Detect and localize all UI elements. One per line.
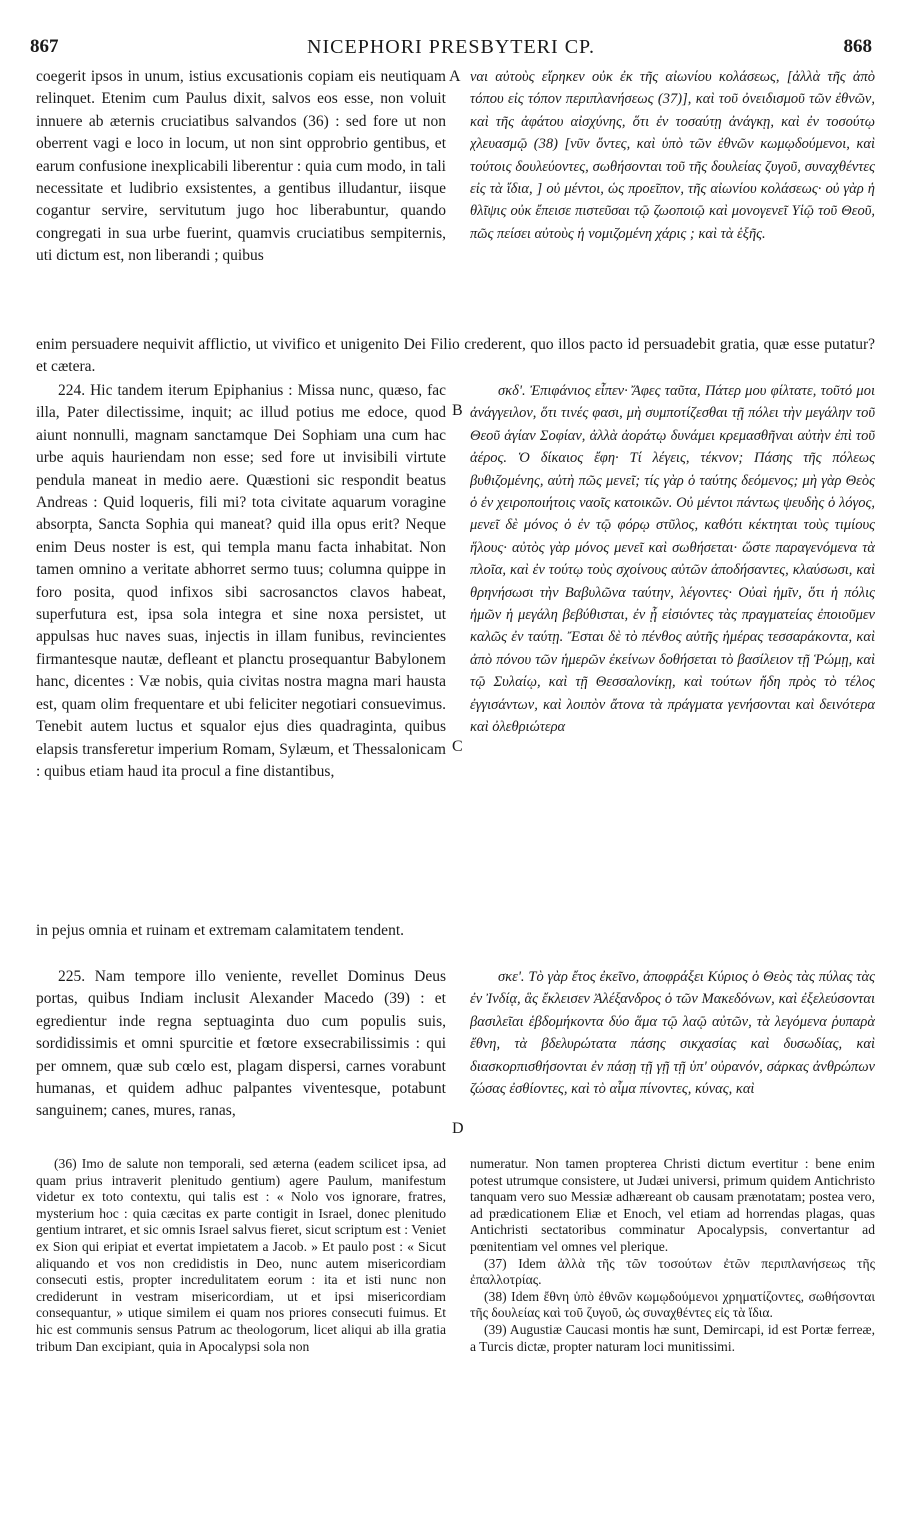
footnotes-right xyxy=(470,1156,875,1530)
running-header xyxy=(30,36,872,62)
greek-paragraph: σκδ'. Ἐπιφάνιος εἶπεν· Ἄφες ταῦτα, Πάτερ μου φίλτατε, τοῦτό μοι ἀνάγγειλον, ὅτι τινές φασι, μὴ συμποτίζεσθαι τῇ πόλει τὴν μεγάλην τοῦ Θεοῦ ἁγίαν Σοφίαν, ἀλλὰ ἀοράτῳ δυνάμει κρεμασθῆναι αὐτὴν ἐπὶ τοῦ ἀέρος. Ὁ δίκαιος ἔφη· Τί λέγεις, τέκνον; Πάσης τῆς πόλεως βυθιζομένης, αὐτὴ πῶς μενεῖ; τίς γὰρ ὁ ταύτης δεόμενος; μὴ γὰρ Θεὸς ὁ ἐν χειροποιήτοις ναοῖς κατοικῶν. Οὐ μέντοι πάντως ψευδὴς ὁ λόγος, μενεῖ δὲ μόνος ὁ ἐν τῷ φόρῳ στῦλος, καθότι κέκτηται τοὺς τιμίους ἥλους· αὐτὸς γὰρ μόνος μενεῖ καὶ σωθήσεται· ὥστε παραγενόμενα τὰ πλοῖα, καὶ ἐν τούτῳ τοὺς σχοίνους αὐτῶν ἀποδήσαντες, κλαύσωσι, καὶ θρηνήσωσι τὴν Βαβυλῶνα ταύτην, λέγοντες· Οὐαὶ ἡμῖν, ὅτι ἡ πόλις ἡμῶν ἡ μεγάλη βεβύθισται, ἐν ᾗ εἰσιόντες τὰς πραγματείας ἐποιοῦμεν καλῶς ἐν ταύτῃ. Ἔσται δὲ τὸ πένθος αὐτῆς ἡμέρας τεσσαράκοντα, καὶ ἀπὸ πόνου τῶν ἡμερῶν ἐκείνων δοθήσεται τὸ βασίλειον τῇ Ῥώμῃ, καὶ τῷ Συλαίῳ, καὶ τῇ Θεσσαλονίκῃ, καὶ τούτων ἤδη πρὸς τὸ τέλος ἐγγισάντων, καὶ λοιπὸν ἄτονα τὰ πράγματα γενήσονται καὶ δεινότερα καὶ ὀλεθριώτερα xyxy=(470,383,875,736)
footnote-36: (36) Imo de salute non temporali, sed æterna (eadem scilicet ipsa, ad quam prius intraverit plenitudo gentium) agere Paulum, manifestum videtur ex toto contextu, qui talis est : « Nolo vos ignorare, fratres, mysterium hoc : quia cæcitas ex parte contigit in Israel, donec plenitudo gentium intraret, et sic omnis Israel salvus fieret, sicut scriptum est : Veniet ex Sion qui eripiat et evertat impietatem a Jacob. » Et paulo post : « Sicut aliquando et vos non credidistis in Deo, nunc autem misericordiam consecuti estis, propter incredulitatem eorum : ita et isti nunc non crediderunt in vestram misericordiam, ut et ipsi misericordiam consequantur, » utique similem ei quam nos priores consecuti fuimus. Et hic est communis sensus Patrum ac theologorum, licet aliqui ab illa gratia tribum Dan excipiant, quia in Apocalypsi sola non xyxy=(36,1156,446,1354)
greek-paragraph: σκε'. Τὸ γὰρ ἔτος ἐκεῖνο, ἀποφράξει Κύριος ὁ Θεὸς τὰς πύλας τὰς ἐν Ἰνδίᾳ, ἃς ἔκλεισεν Ἀλέξανδρος ὁ τῶν Μακεδόνων, καὶ ἐξελεύσονται βασιλεῖαι ἑβδομήκοντα δύο ἅμα τῷ λαῷ αὐτῶν, τὰ λεγόμενα ῥυπαρὰ ἔθνη, τὰ βδελυρώτατα πάσης σικχασίας καὶ δυσωδίας, καὶ διασκορπισθήσονται ἐν πάσῃ τῇ γῇ τῇ ὑπ' οὐρανόν, σάρκας ἀνθρώπων ζώσας ἐσθίοντες, καὶ τὸ αἷμα πίνοντες, κύνας, καὶ xyxy=(470,969,875,1098)
greek-column-section-2 xyxy=(470,380,875,920)
running-title: NICEPHORI PRESBYTERI CP. xyxy=(307,36,595,58)
full-width-line-section-2 xyxy=(36,920,875,966)
latin-column-section-3 xyxy=(36,966,446,1148)
latin-paragraph: 225. Nam tempore illo veniente, revellet Dominus Deus portas, quibus Indiam inclusit Alexander Macedo (39) : et egredientur inde regna septuaginta duo cum populis suis, sordidissimis et omni spurcitie et fœtore exsecrabilissimis : qui per omnem, quæ sub cœlo est, plagam dispersi, carnes vorabunt humanas, et quidem adhuc palpantes viventesque, potabunt sanguinem; canes, mures, ranas, xyxy=(36,968,446,1120)
margin-letter-c: C xyxy=(452,738,463,755)
footnote-37: (37) Idem ἀλλὰ τῆς τῶν τοσούτων ἐτῶν περιπλανήσεως τῆς ἐπαλλοτρίας. xyxy=(470,1255,875,1288)
footnote-39: (39) Augustiæ Caucasi montis hæ sunt, Demircapi, id est Portæ ferreæ, a Turcis dictæ, propter naturam loci munitissimi. xyxy=(470,1321,875,1354)
page-number-right: 868 xyxy=(843,36,872,57)
margin-letter-d: D xyxy=(452,1120,464,1137)
latin-column-section-2 xyxy=(36,380,446,920)
latin-paragraph: 224. Hic tandem iterum Epiphanius : Missa nunc, quæso, fac illa, Pater dilectissime, inquit; ac illud potius me edoce, quod aiunt nonnulli, magnam sanctamque Dei Sophiam una cum hac urbe aquis hauriendam non esse; sed fore ut invisibili virtute pendula maneat in medio aere. Quæstioni sic respondit beatus Andreas : Quid loqueris, fili mi? tota civitate aquarum voragine absorpta, Sancta Sophia qui maneat? quid illa opus erit? Neque enim Deus noster is est, qui templa manu facta inhabitat. Non tamen omnino a veritate abhorret sermo tuus; columna quippe in foro posita, quod infixos sibi sacrosanctos clavos habeat, superfutura est, ipsa sola integra et sine noxa persistet, ut appulsas huc naves suas, injectis in illam funibus, revincientes firmantesque nautæ, defleant et planctu prosequantur Babylonem hanc, dicentes : Væ nobis, quia civitas nostra magna mari hausta est, quam olim frequentare et ubi feliciter negotiari consuevimus. Tenebit autem luctus et squalor ejus dies quadraginta, quibus elapsis transferetur imperium Romam, Sylæum, et Thessalonicam : quibus etiam haud ita procul a fine distantibus, xyxy=(36,382,446,780)
margin-letter-a: A xyxy=(449,68,461,85)
footnote-36-continued: numeratur. Non tamen propterea Christi dictum evertitur : bene enim potest utrumque consistere, ut Judæi universi, primum quidem Antichristo tanquam vero suo Messiæ adhæreant ob causam prænotatam; postea vero, ad prædicationem Eliæ et Enoch, vel etiam ad horrendas plagas, quas Antichristi sectatoribus comminatur Apocalypsis, convertantur ad pœnitentiam vel omnes vel plerique. xyxy=(470,1156,875,1254)
latin-paragraph: coegerit ipsos in unum, istius excusationis copiam eis neutiquam relinquet. Etenim cum Paulus dixit, salvos eos esse, non voluit innuere ab æternis cruciatibus salvandos (36) : sed fore ut non oberrent vagi e loco in locum, ut non sint opprobrio gentibus, et earum confusione inexplicabili liberentur : quia cum modo, in tali necessitate et ludibrio exsistentes, a gentibus illudantur, iisque cogantur servire, servitutum jugo hoc liberabuntur, quando congregati in sua urbe fuerint, quamvis cruciatibus sempiternis, uti dictum est, non liberandi ; quibus xyxy=(36,68,446,265)
latin-continuation: enim persuadere nequivit afflictio, ut vivifico et unigenito Dei Filio crederent, quo illos pacto id persuadebit gratia, quæ esse putatur? et cætera. xyxy=(36,336,875,376)
greek-column-section-1 xyxy=(470,66,875,334)
greek-paragraph: ναι αὐτοὺς εἴρηκεν οὐκ ἐκ τῆς αἰωνίου κολάσεως, [ἀλλὰ τῆς ἀπὸ τόπου εἰς τόπον περιπλανήσεως (37)], καὶ τοῦ ὀνειδισμοῦ τῶν ἐθνῶν, καὶ τῆς ἀφάτου αἰσχύνης, ὅτι ἐν τοσαύτῃ ἀνάγκῃ, καὶ ἐν τοσούτῳ χλευασμῷ (38) [νῦν ὄντες, καὶ ὑπὸ τῶν ἐθνῶν κωμῳδούμενοι, καὶ τούτοις δουλεύοντες, σωθήσονται τοῦ τῆς δουλείας ζυγοῦ, συναχθέντες εἰς τὰ ἴδια, ] οὐ μέντοι, ὡς προεῖπον, τῆς αἰωνίου κολάσεως· οὐ γὰρ ἡ θλῖψις οὐκ ἔπεισε πιστεῦσαι τῷ ζωοποιῷ καὶ μονογενεῖ Υἱῷ τοῦ Θεοῦ, πῶς πείσει αὐτοὺς ἡ νομιζομένη χάρις ; καὶ τὰ ἑξῆς. xyxy=(470,69,875,242)
footnote-38: (38) Idem ἔθνη ὑπὸ ἐθνῶν κωμῳδούμενοι χρηματίζοντες, σωθήσονται τῆς δουλείας καὶ τοῦ ζυγοῦ, ὡς συναχθέντες εἰς τὰ ἴδια. xyxy=(470,1288,875,1321)
greek-column-section-3 xyxy=(470,966,875,1148)
latin-continuation: in pejus omnia et ruinam et extremam calamitatem tendent. xyxy=(36,922,404,939)
footnotes-left xyxy=(36,1156,446,1530)
full-width-line-section-1 xyxy=(36,334,875,380)
margin-letter-b: B xyxy=(452,402,463,419)
page-number-left: 867 xyxy=(30,36,59,57)
latin-column-section-1 xyxy=(36,66,446,334)
